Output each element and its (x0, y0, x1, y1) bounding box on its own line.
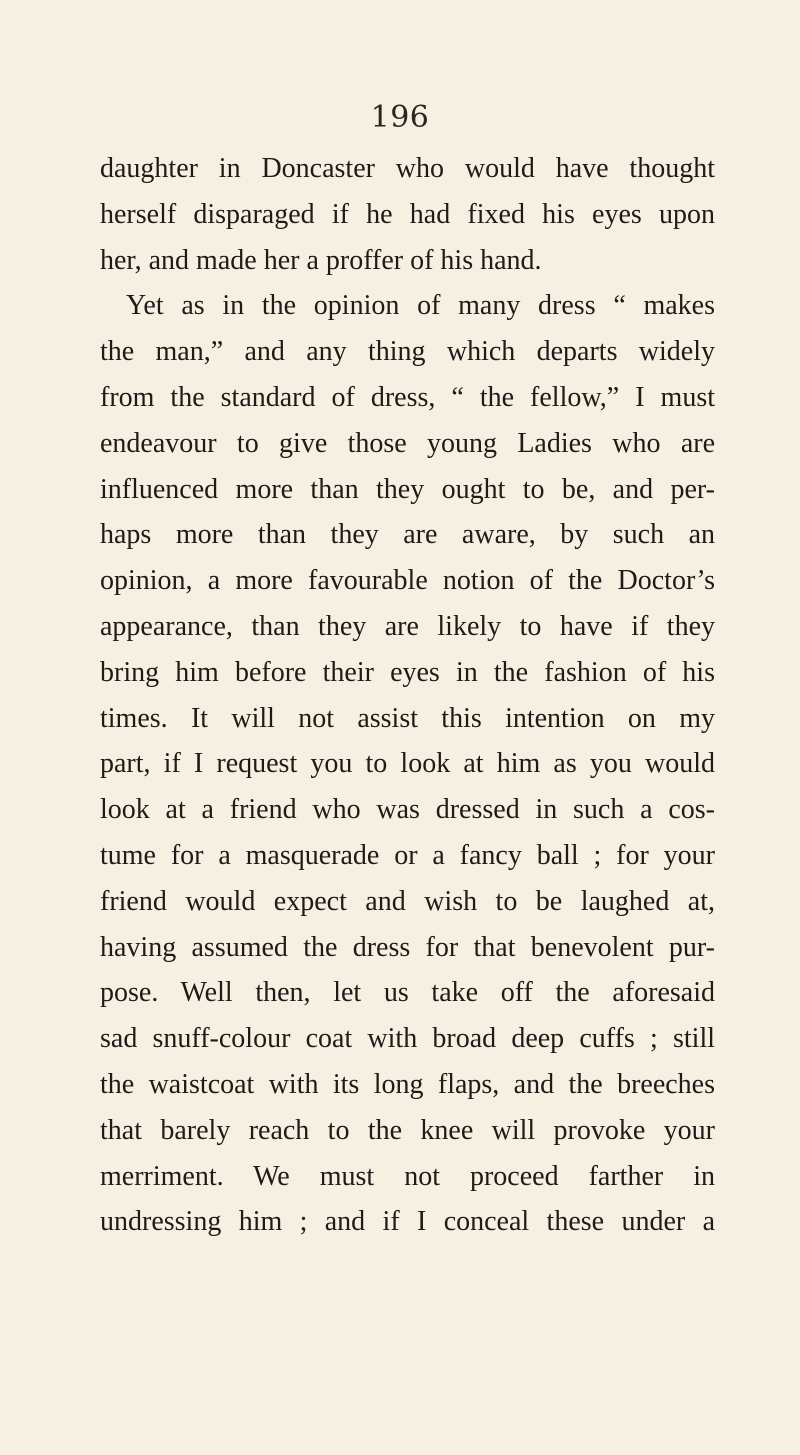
text-line-10: opinion, a more favourable notion of the Doctor’s (100, 565, 715, 597)
text-line-15: look at a friend who was dressed in such a cos- (100, 794, 715, 826)
text-line-24: undressing him ; and if I conceal these under a (100, 1206, 715, 1238)
text-line-21: the waistcoat with its long flaps, and the breeches (100, 1068, 715, 1100)
text-line-8: influenced more than they ought to be, and per- (100, 473, 715, 505)
text-line-1: daughter in Doncaster who would have thought (100, 153, 715, 184)
text-line-13: times. It will not assist this intention on my (100, 702, 715, 734)
page-number: 196 (370, 100, 430, 135)
text-line-9: haps more than they are aware, by such an (100, 519, 715, 551)
body-text (100, 146, 715, 1245)
text-line-2: herself disparaged if he had fixed his eyes upon (100, 198, 715, 230)
text-line-12: bring him before their eyes in the fashion of his (100, 656, 715, 688)
text-line-18: having assumed the dress for that benevolent pur- (100, 931, 715, 963)
text-line-20: sad snuff-colour coat with broad deep cuffs ; still (100, 1023, 715, 1055)
text-line-14: part, if I request you to look at him as you would (100, 748, 715, 780)
text-line-16: tume for a masquerade or a fancy ball ; for your (100, 839, 715, 871)
text-line-6: from the standard of dress, “ the fellow,” I must (100, 381, 715, 413)
text-line-7: endeavour to give those young Ladies who are (100, 427, 715, 459)
text-line-4: Yet as in the opinion of many dress “ makes (126, 290, 715, 322)
text-line-11: appearance, than they are likely to have if they (100, 610, 715, 642)
text-line-5: the man,” and any thing which departs widely (100, 336, 715, 368)
text-line-3: her, and made her a proffer of his hand. (100, 244, 542, 276)
text-line-22: that barely reach to the knee will provoke your (100, 1114, 715, 1146)
text-line-19: pose. Well then, let us take off the aforesaid (100, 977, 715, 1009)
text-line-17: friend would expect and wish to be laughed at, (100, 885, 715, 917)
text-line-23: merriment. We must not proceed farther in (100, 1160, 715, 1192)
